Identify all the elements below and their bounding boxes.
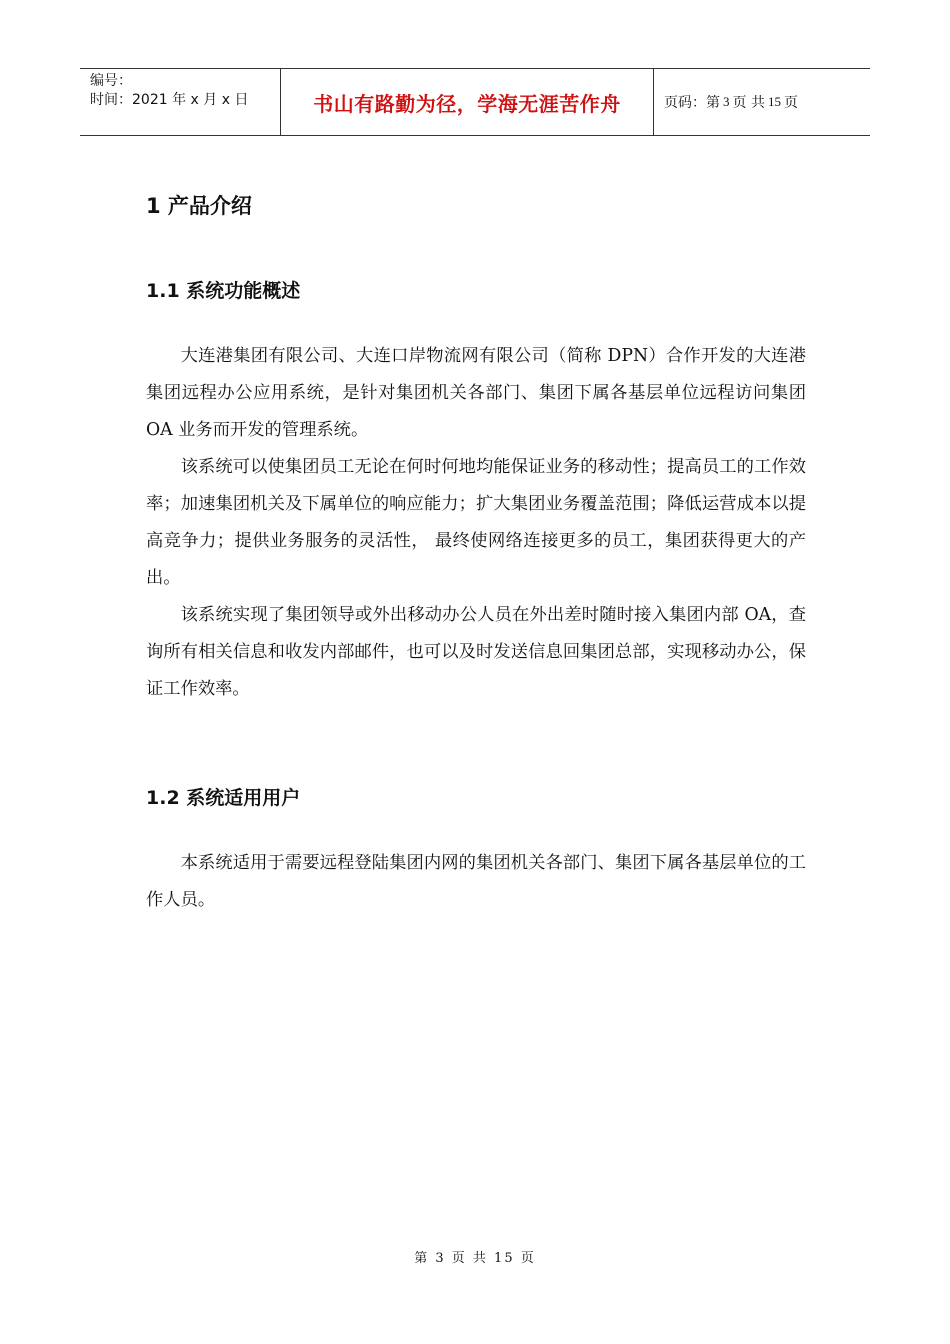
- section-heading-1-1: 1.1 系统功能概述: [146, 280, 301, 302]
- header-number-label: 编号：: [90, 73, 132, 89]
- chapter-heading: 1 产品介绍: [146, 194, 252, 218]
- section-1-1-body: [146, 338, 806, 708]
- header-motto-cell: [281, 69, 654, 135]
- header-table: [80, 68, 870, 136]
- header-page-mid: 页 共: [732, 95, 765, 111]
- header-page-cell: [654, 69, 870, 135]
- header-page-total: 15: [767, 94, 781, 109]
- paragraph: 本系统适用于需要远程登陆集团内网的集团机关各部门、集团下属各基层单位的工作人员。: [146, 853, 806, 910]
- header-motto: 书山有路勤为径，学海无涯苦作舟: [313, 91, 621, 116]
- paragraph: 该系统实现了集团领导或外出移动办公人员在外出差时随时接入集团内部 OA，查询所有相关信息和收发内部邮件，也可以及时发送信息回集团总部，实现移动办公，保证工作效率。: [146, 605, 806, 699]
- paragraph: 大连港集团有限公司、大连口岸物流网有限公司（简称 DPN）合作开发的大连港集团远程办公应用系统，是针对集团机关各部门、集团下属各基层单位远程访问集团 OA 业务而开发的管理系统。: [146, 346, 806, 440]
- section-heading-1-2: 1.2 系统适用用户: [146, 787, 301, 809]
- page-footer: 第 3 页 共 15 页: [414, 1251, 536, 1266]
- section-1-2-body: [146, 845, 806, 919]
- header-page-prefix: 页码：第: [664, 95, 720, 111]
- header-meta-cell: [80, 69, 281, 135]
- paragraph: 该系统可以使集团员工无论在何时何地均能保证业务的移动性；提高员工的工作效率；加速集团机关及下属单位的响应能力；扩大集团业务覆盖范围；降低运营成本以提高竞争力；提供业务服务的灵活性， 最终使网络连接更多的员工，集团获得更大的产出。: [146, 457, 806, 588]
- header-page-suffix: 页: [783, 95, 798, 111]
- header-time-label: 时间：2021 年 x 月 x 日: [90, 92, 249, 108]
- header-page-current: 3: [723, 94, 730, 109]
